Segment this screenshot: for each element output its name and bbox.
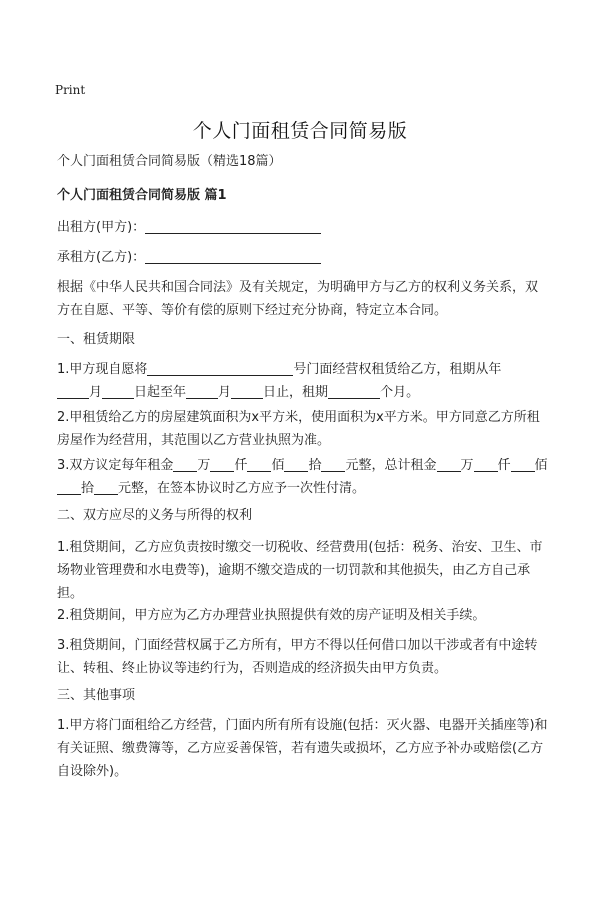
clause-3-1: 1.甲方将门面租给乙方经营，门面内所有所有设施(包括：灭火器、电器开关插座等)和有关证照、缴费簿等，乙方应妥善保管，若有遗失或损坏，乙方应予补办或赔偿(乙方自设除外)。	[57, 718, 548, 779]
clause-2-1: 1.租贷期间，乙方应负责按时缴交一切税收、经营费用(包括：税务、治安、卫生、市场物业管理费和水电费等)，逾期不缴交造成的一切罚款和其他损失，由乙方自己承担。	[57, 540, 543, 601]
blank	[102, 384, 134, 399]
unit-shi: 拾	[81, 481, 95, 496]
clause-1-1-text-f: 日止，租期	[263, 385, 329, 400]
blank	[328, 384, 380, 399]
clause-1-1-text-e: 月	[218, 385, 232, 400]
clause-heading-3: 三、其他事项	[57, 688, 136, 703]
blank	[231, 384, 263, 399]
unit-wan: 万	[460, 458, 474, 473]
blank	[57, 480, 81, 495]
lessor-label: 出租方(甲方)：	[57, 220, 146, 235]
unit-wan: 万	[197, 458, 211, 473]
lessor-blank	[145, 219, 321, 234]
intro-paragraph: 根据《中华人民共和国合同法》及有关规定，为明确甲方与乙方的权利义务关系，双方在自愿、平等、等价有偿的原则下经过充分协商，特定立本合同。	[57, 280, 539, 318]
lessor-line	[57, 216, 557, 240]
blank	[57, 384, 89, 399]
clause-1-3-text-b: 总计租金	[384, 458, 437, 473]
blank	[284, 457, 308, 472]
clause-1-2: 2.甲租赁给乙方的房屋建筑面积为x平方米，使用面积为x平方米。甲方同意乙方所租房屋作为经营用，其范围以乙方营业执照为准。	[57, 410, 540, 448]
blank	[94, 480, 118, 495]
clause-heading-1: 一、租赁期限	[57, 332, 136, 347]
unit-yuan: 元整，	[345, 458, 385, 473]
blank	[173, 457, 197, 472]
blank	[474, 457, 498, 472]
blank	[437, 457, 461, 472]
unit-shi: 拾	[308, 458, 322, 473]
blank	[511, 457, 535, 472]
page-title: 个人门面租赁合同简易版	[192, 120, 408, 142]
lessee-blank	[145, 249, 321, 264]
lessee-label: 承租方(乙方)：	[57, 250, 146, 265]
blank	[186, 384, 218, 399]
unit-qian: 仟	[497, 458, 511, 473]
document-subtitle: 个人门面租赁合同简易版（精选18篇）	[57, 154, 282, 169]
clause-heading-2: 二、双方应尽的义务与所得的权利	[57, 508, 253, 523]
clause-1-1-text-g: 个月。	[380, 385, 420, 400]
clause-1-3	[57, 454, 549, 500]
blank	[210, 457, 234, 472]
clause-1-3-text-a: 3.双方议定每年租金	[57, 458, 174, 473]
clause-1-1-text-b: 号门面经营权租赁给乙方，租期从年	[293, 362, 502, 377]
clause-1-1-text-d: 日起至年	[134, 385, 187, 400]
unit-bai: 佰	[534, 458, 548, 473]
clause-2-2: 2.租贷期间，甲方应为乙方办理营业执照提供有效的房产证明及相关手续。	[57, 608, 486, 623]
clause-1-1-text-a: 1.甲方现自愿将	[57, 362, 148, 377]
section-heading: 个人门面租赁合同简易版 篇1	[57, 188, 227, 203]
print-link[interactable]: Print	[55, 83, 86, 97]
unit-yuan-final: 元整，在签本协议时乙方应予一次性付清。	[118, 481, 366, 496]
clause-2-3: 3.租贷期间，门面经营权属于乙方所有，甲方不得以任何借口加以干涉或者有中途转让、转租、终止协议等违约行为，否则造成的经济损失由甲方负责。	[57, 638, 538, 676]
blank	[321, 457, 345, 472]
blank	[147, 361, 293, 376]
blank	[247, 457, 271, 472]
lessee-line	[57, 246, 557, 270]
clause-1-1	[57, 358, 549, 404]
unit-qian: 仟	[234, 458, 248, 473]
clause-1-1-text-c: 月	[89, 385, 103, 400]
unit-bai: 佰	[271, 458, 285, 473]
